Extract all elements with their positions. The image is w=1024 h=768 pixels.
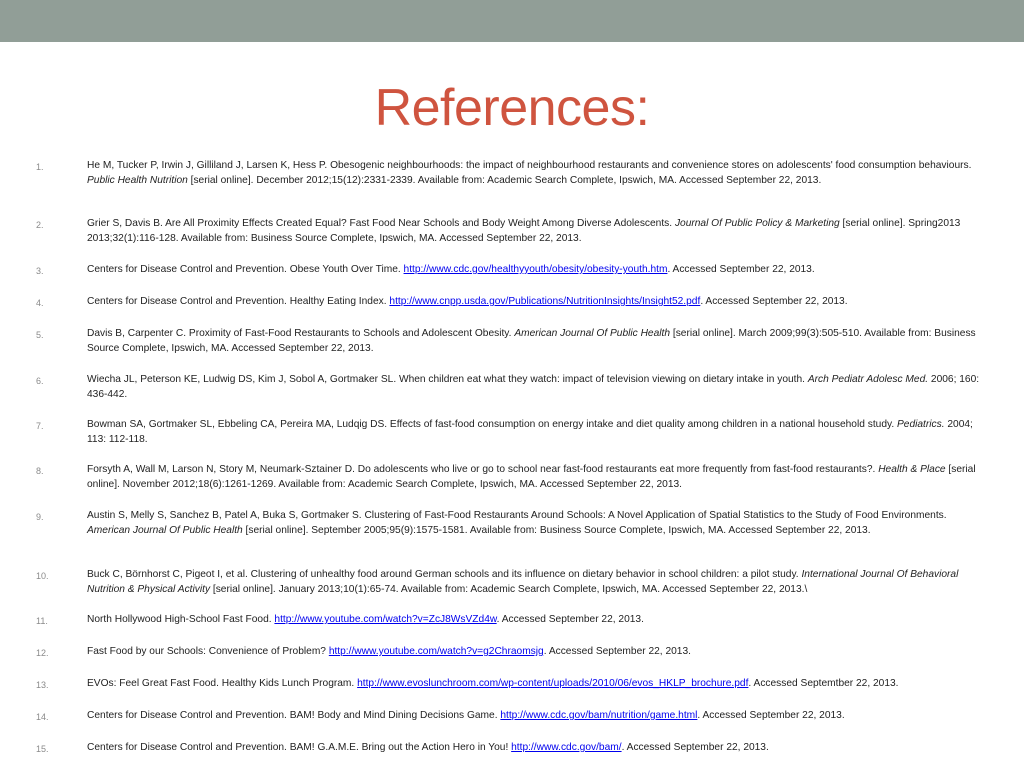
- reference-text: He M, Tucker P, Irwin J, Gilliland J, Larsen K, Hess P. Obesogenic neighbourhoods: the impact of neighbourhood restaurants and convenience stores on adolescents' food consumption behaviours. Public Health Nutrition [serial online]. December 2012;15(12):2331-2339. Available from: Academic Search Complete, Ipswich, MA. Accessed September 22, 2013.: [87, 160, 972, 186]
- reference-number: 7.: [36, 421, 44, 431]
- reference-link[interactable]: http://www.cnpp.usda.gov/Publications/NutritionInsights/Insight52.pdf: [389, 296, 701, 307]
- reference-text: Grier S, Davis B. Are All Proximity Effects Created Equal? Fast Food Near Schools and Body Weight Among Diverse Adolescents. Journal Of Public Policy & Marketing [serial online]. Spring2013 2013;32(1):116-128. Available from: Business Source Complete, Ipswich, MA. Accessed September 22, 2013.: [87, 218, 961, 244]
- reference-number: 3.: [36, 266, 44, 276]
- reference-text: Centers for Disease Control and Prevention. Healthy Eating Index. http://www.cnpp.usda.gov/Publications/NutritionInsights/Insight52.pdf. Accessed September 22, 2013.: [87, 296, 848, 307]
- reference-text: EVOs: Feel Great Fast Food. Healthy Kids Lunch Program. http://www.evoslunchroom.com/wp-content/uploads/2010/06/evos_HKLP_brochure.pdf. Accessed Septemtber 22, 2013.: [87, 678, 899, 689]
- journal-title: Pediatrics.: [897, 419, 945, 430]
- reference-number: 9.: [36, 512, 44, 522]
- reference-text: North Hollywood High-School Fast Food. http://www.youtube.com/watch?v=ZcJ8WsVZd4w. Accessed September 22, 2013.: [87, 614, 644, 625]
- journal-title: International Journal Of Behavioral Nutrition & Physical Activity: [87, 569, 959, 595]
- reference-link[interactable]: http://www.youtube.com/watch?v=g2Chraomsjg: [328, 646, 544, 657]
- reference-text: Centers for Disease Control and Prevention. Obese Youth Over Time. http://www.cdc.gov/healthyyouth/obesity/obesity-youth.htm. Accessed September 22, 2013.: [87, 264, 815, 275]
- reference-link[interactable]: http://www.evoslunchroom.com/wp-content/uploads/2010/06/evos_HKLP_brochure.pdf: [357, 678, 749, 689]
- reference-number: 11.: [36, 616, 48, 626]
- reference-text: Forsyth A, Wall M, Larson N, Story M, Neumark-Sztainer D. Do adolescents who live or go to school near fast-food restaurants eat more frequently from fast-food restaurants?. Health & Place [serial online]. November 2012;18(6):1261-1269. Available from: Academic Search Complete, Ipswich, MA. Accessed September 22, 2013.: [87, 464, 976, 490]
- journal-title: American Journal Of Public Health: [87, 525, 243, 536]
- reference-link[interactable]: http://www.youtube.com/watch?v=ZcJ8WsVZd4w: [274, 614, 497, 625]
- journal-title: Public Health Nutrition: [87, 175, 188, 186]
- reference-link[interactable]: http://www.cdc.gov/bam/nutrition/game.html: [500, 710, 698, 721]
- reference-text: Centers for Disease Control and Prevention. BAM! G.A.M.E. Bring out the Action Hero in You! http://www.cdc.gov/bam/. Accessed September 22, 2013.: [87, 742, 769, 753]
- reference-text: Austin S, Melly S, Sanchez B, Patel A, Buka S, Gortmaker S. Clustering of Fast-Food Restaurants Around Schools: A Novel Application of Spatial Statistics to the Study of Food Environments. American Journal Of Public Health [serial online]. September 2005;95(9):1575-1581. Available from: Business Source Complete, Ipswich, MA. Accessed September 22, 2013.: [87, 510, 947, 536]
- reference-text: Bowman SA, Gortmaker SL, Ebbeling CA, Pereira MA, Ludqig DS. Effects of fast-food consumption on energy intake and diet quality among children in a national household study. Pediatrics. 2004; 113: 112-118.: [87, 419, 973, 445]
- page-title: References:: [374, 79, 650, 137]
- journal-title: American Journal Of Public Health: [514, 328, 671, 339]
- reference-number: 2.: [36, 220, 44, 230]
- reference-text: Fast Food by our Schools: Convenience of Problem? http://www.youtube.com/watch?v=g2Chraomsjg. Accessed September 22, 2013.: [87, 646, 691, 657]
- reference-number: 6.: [36, 376, 44, 386]
- reference-number: 8.: [36, 466, 44, 476]
- journal-title: Health & Place: [878, 464, 946, 475]
- reference-text: Centers for Disease Control and Prevention. BAM! Body and Mind Dining Decisions Game. http://www.cdc.gov/bam/nutrition/game.html. Accessed September 22, 2013.: [87, 710, 845, 721]
- journal-title: Arch Pediatr Adolesc Med.: [807, 374, 929, 385]
- reference-number: 5.: [36, 330, 44, 340]
- top-header-band: [0, 0, 1024, 42]
- reference-number: 15.: [36, 744, 49, 754]
- reference-text: Buck C, Börnhorst C, Pigeot I, et al. Clustering of unhealthy food around German schools and its influence on dietary behavior in school children: a pilot study. International Journal Of Behavioral Nutrition & Physical Activity [serial online]. January 2013;10(1):65-74. Available from: Academic Search Complete, Ipswich, MA. Accessed September 22, 2013.\: [87, 569, 959, 595]
- reference-number: 4.: [36, 298, 44, 308]
- journal-title: Journal Of Public Policy & Marketing: [674, 218, 840, 229]
- reference-link[interactable]: http://www.cdc.gov/bam/: [511, 742, 622, 753]
- reference-number: 13.: [36, 680, 49, 690]
- reference-text: Wiecha JL, Peterson KE, Ludwig DS, Kim J, Sobol A, Gortmaker SL. When children eat what they watch: impact of television viewing on dietary intake in youth. Arch Pediatr Adolesc Med. 2006; 160: 436-442.: [87, 374, 980, 400]
- reference-number: 10.: [36, 571, 49, 581]
- reference-number: 1.: [36, 162, 44, 172]
- reference-text: Davis B, Carpenter C. Proximity of Fast-Food Restaurants to Schools and Adolescent Obesity. American Journal Of Public Health [serial online]. March 2009;99(3):505-510. Available from: Business Source Complete, Ipswich, MA. Accessed September 22, 2013.: [87, 328, 976, 354]
- reference-number: 14.: [36, 712, 49, 722]
- reference-link[interactable]: http://www.cdc.gov/healthyyouth/obesity/obesity-youth.htm: [403, 264, 668, 275]
- reference-number: 12.: [36, 648, 49, 658]
